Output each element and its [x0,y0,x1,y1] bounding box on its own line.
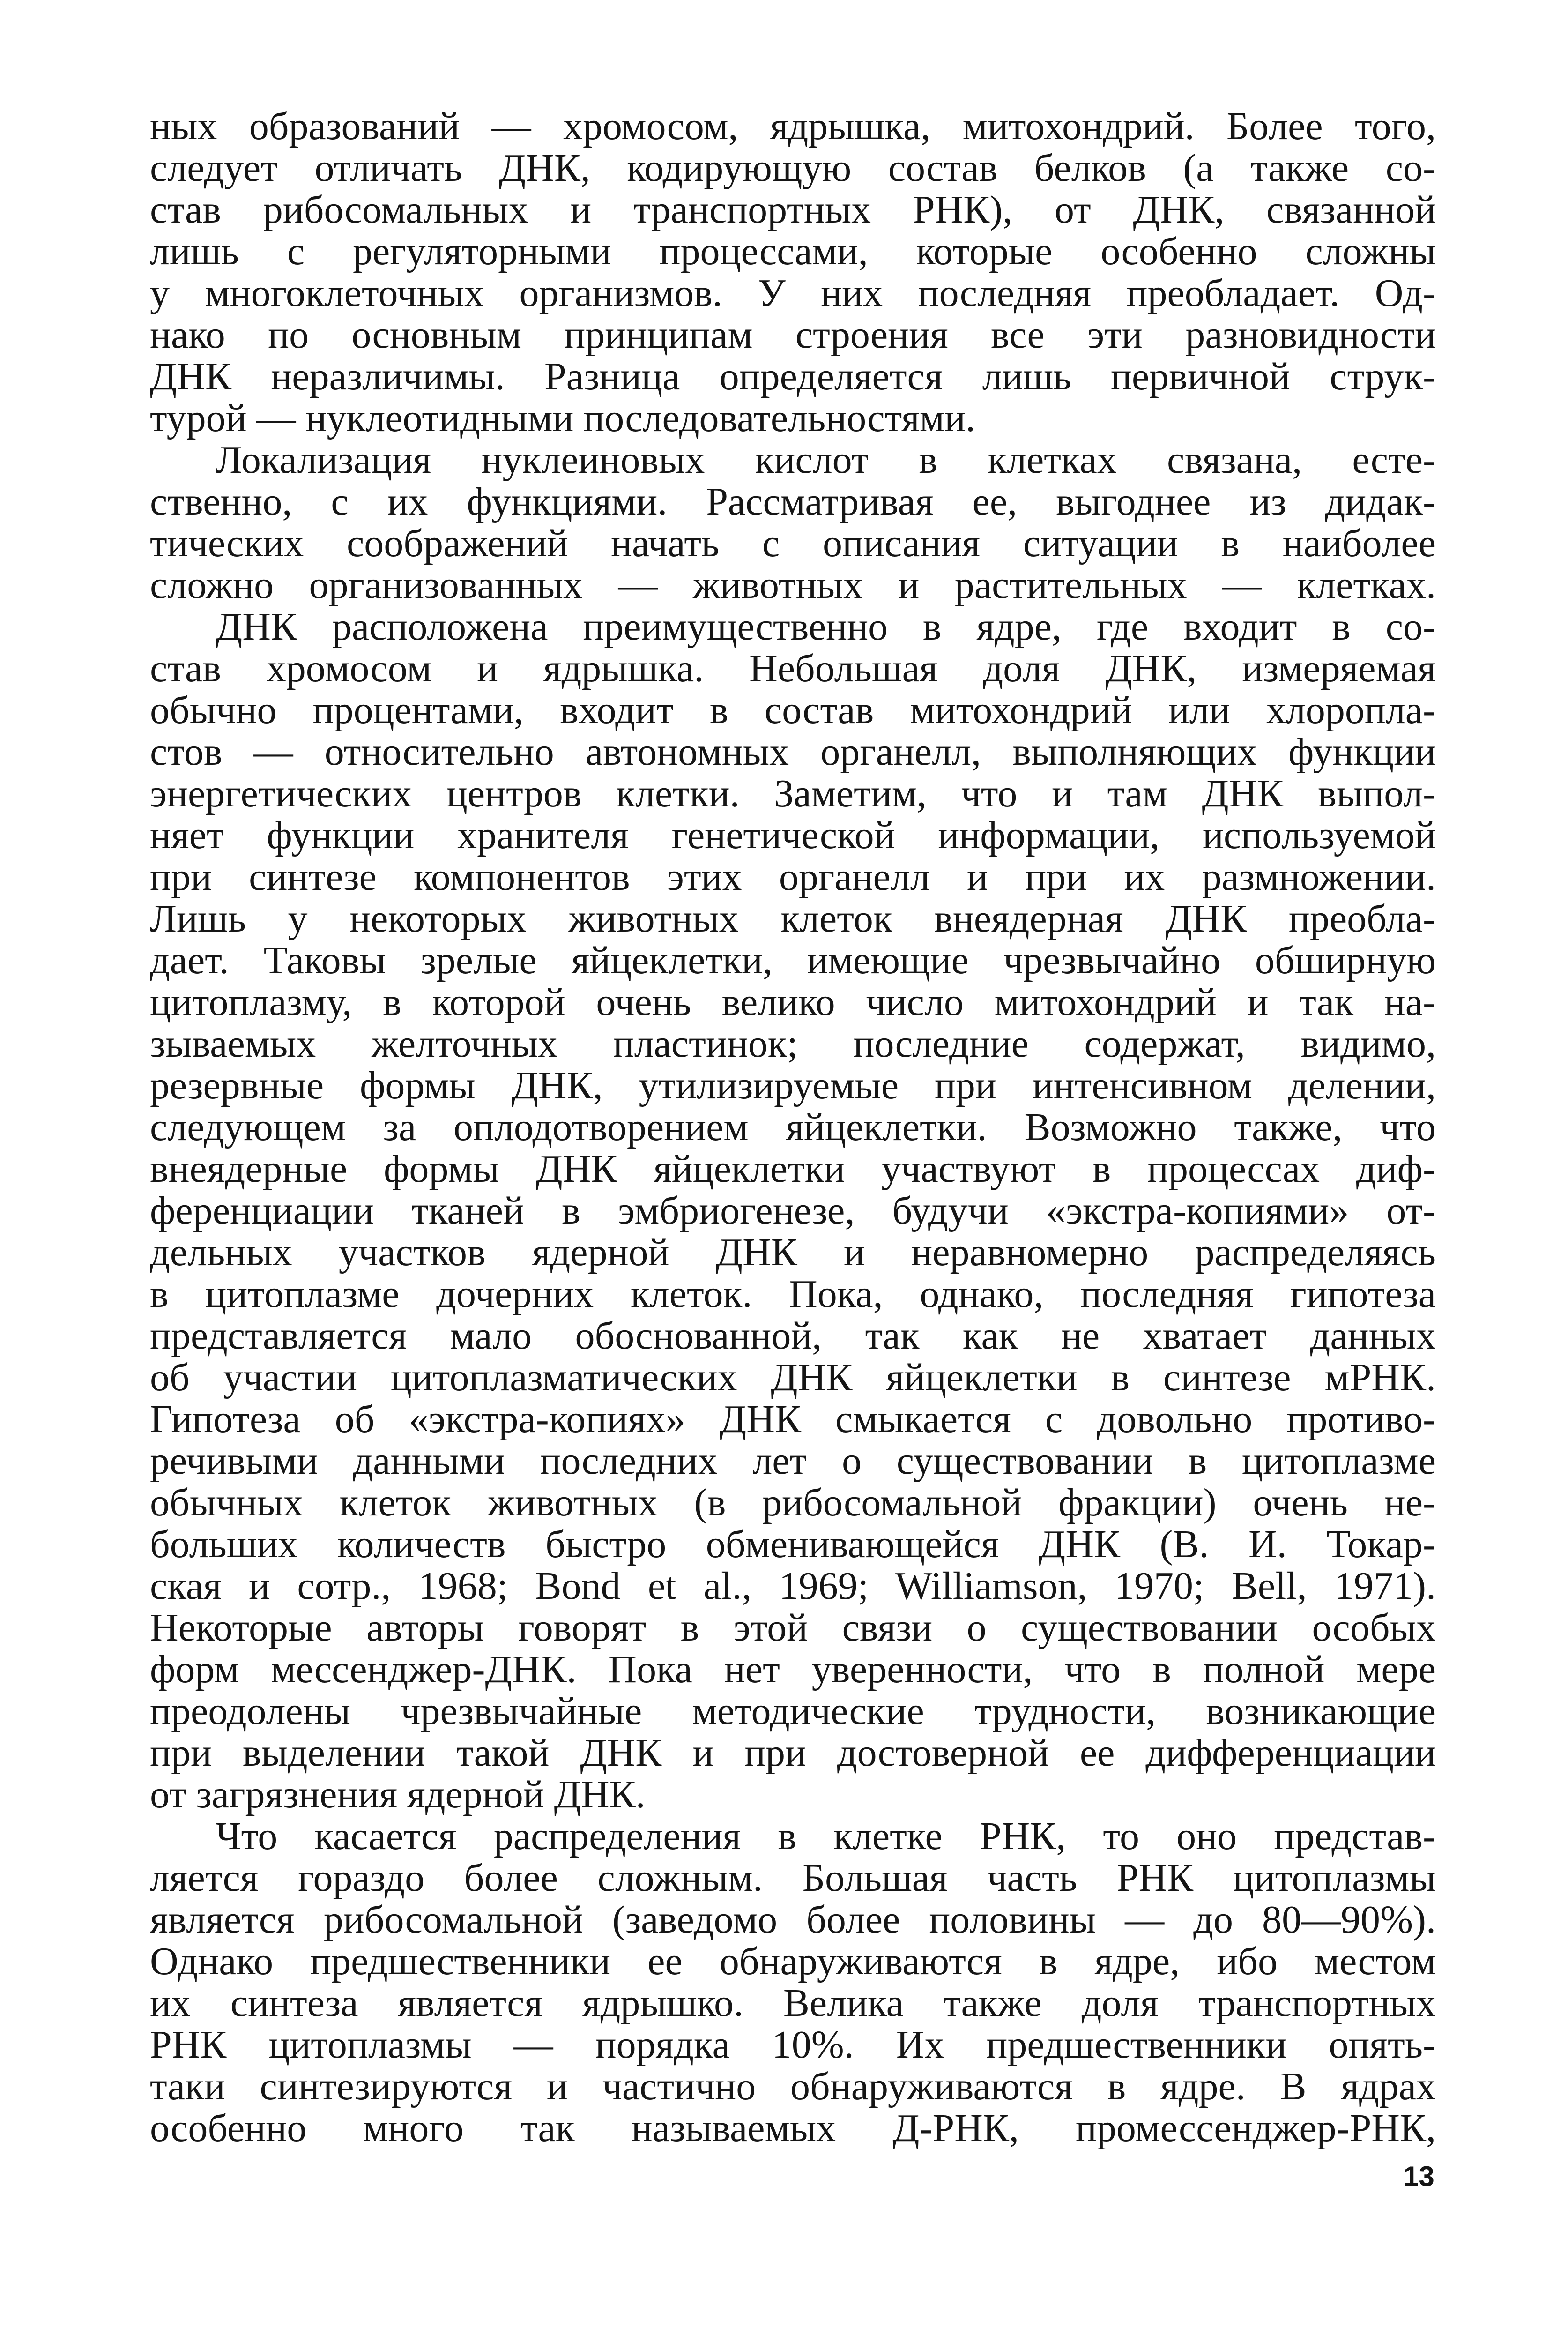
text-line: внеядерные формы ДНК яйцеклетки участвуют в процессах диф- [150,1147,1436,1191]
text-line: является рибосомальной (заведомо более половины — до 80—90%). [150,1898,1436,1941]
page-number: 13 [1403,2161,1434,2192]
text-line: зываемых желточных пластинок; последние содержат, видимо, [150,1022,1436,1066]
text-line: Что касается распределения в клетке РНК, то оно представ- [216,1814,1436,1858]
text-line: Некоторые авторы говорят в этой связи о существовании особых [150,1606,1436,1649]
text-line: преодолены чрезвычайные методические трудности, возникающие [150,1689,1436,1733]
text-line: ственно, с их функциями. Рассматривая ее, выгоднее из дидак- [150,480,1436,523]
text-line: РНК цитоплазмы — порядка 10%. Их предшественники опять- [150,2023,1436,2067]
text-line: став рибосомальных и транспортных РНК), от ДНК, связанной [150,188,1436,231]
text-line: стов — относительно автономных органелл, выполняющих функции [150,730,1436,774]
paragraph-1 [150,105,1436,439]
text-line: лишь с регуляторными процессами, которые особенно сложны [150,230,1436,273]
text-line: нако по основным принципам строения все эти разновидности [150,313,1436,357]
page-body [150,105,1436,2149]
text-line: представляется мало обоснованной, так как не хватает данных [150,1314,1436,1358]
text-line: ляется гораздо более сложным. Большая часть РНК цитоплазмы [150,1856,1436,1900]
text-line: таки синтезируются и частично обнаруживаются в ядре. В ядрах [150,2065,1436,2108]
text-line: ская и сотр., 1968; Bond et al., 1969; Williamson, 1970; Bell, 1971). [150,1564,1436,1608]
text-line: обычно процентами, входит в состав митохондрий или хлоропла- [150,688,1436,732]
text-line: в цитоплазме дочерних клеток. Пока, однако, последняя гипотеза [150,1272,1436,1316]
text-line: при синтезе компонентов этих органелл и при их размножении. [150,855,1436,899]
text-line: обычных клеток животных (в рибосомальной фракции) очень не- [150,1481,1436,1524]
text-line: ДНК неразличимы. Разница определяется лишь первичной струк- [150,355,1436,398]
text-line: от загрязнения ядерной ДНК. [150,1773,646,1816]
text-line: став хромосом и ядрышка. Небольшая доля ДНК, измеряемая [150,647,1436,690]
text-line: резервные формы ДНК, утилизируемые при интенсивном делении, [150,1064,1436,1107]
text-line: форм мессенджер-ДНК. Пока нет уверенности, что в полной мере [150,1648,1436,1691]
text-line: следует отличать ДНК, кодирующую состав белков (а также со- [150,146,1436,190]
text-line: их синтеза является ядрышко. Велика также доля транспортных [150,1981,1436,2025]
text-line: сложно организованных — животных и растительных — клетках. [150,563,1436,607]
text-line: ДНК расположена преимущественно в ядре, где входит в со- [216,605,1436,649]
text-line: Локализация нуклеиновых кислот в клетках связана, есте- [216,438,1436,482]
text-line: турой — нуклеотидными последовательностями. [150,396,976,440]
text-line: энергетических центров клетки. Заметим, что и там ДНК выпол- [150,772,1436,815]
text-line: няет функции хранителя генетической информации, используемой [150,813,1436,857]
text-line: Лишь у некоторых животных клеток внеядерная ДНК преобла- [150,897,1436,940]
text-line: следующем за оплодотворением яйцеклетки. Возможно также, что [150,1105,1436,1149]
text-line: Гипотеза об «экстра-копиях» ДНК смыкается с довольно противо- [150,1397,1436,1441]
text-line: у многоклеточных организмов. У них последняя преобладает. Од- [150,271,1436,315]
paragraph-2 [150,439,1436,606]
text-line: тических соображений начать с описания ситуации в наиболее [150,522,1436,565]
text-line: при выделении такой ДНК и при достоверной ее дифференциации [150,1731,1436,1775]
text-line: цитоплазму, в которой очень велико число митохондрий и так на- [150,980,1436,1024]
text-line: дельных участков ядерной ДНК и неравномерно распределяясь [150,1231,1436,1274]
text-line: об участии цитоплазматических ДНК яйцеклетки в синтезе мРНК. [150,1356,1436,1399]
text-line: ных образований — хромосом, ядрышка, митохондрий. Более того, [150,104,1436,148]
text-line: Однако предшественники ее обнаруживаются в ядре, ибо местом [150,1940,1436,1983]
text-line: больших количеств быстро обменивающейся ДНК (В. И. Токар- [150,1522,1436,1566]
paragraph-3 [150,606,1436,1815]
text-line: ференциации тканей в эмбриогенезе, будучи «экстра-копиями» от- [150,1189,1436,1232]
text-line: особенно много так называемых Д-РНК, промессенджер-РНК, [150,2106,1436,2150]
text-line: дает. Таковы зрелые яйцеклетки, имеющие чрезвычайно обширную [150,939,1436,982]
paragraph-4 [150,1815,1436,2149]
text-line: речивыми данными последних лет о существовании в цитоплазме [150,1439,1436,1483]
